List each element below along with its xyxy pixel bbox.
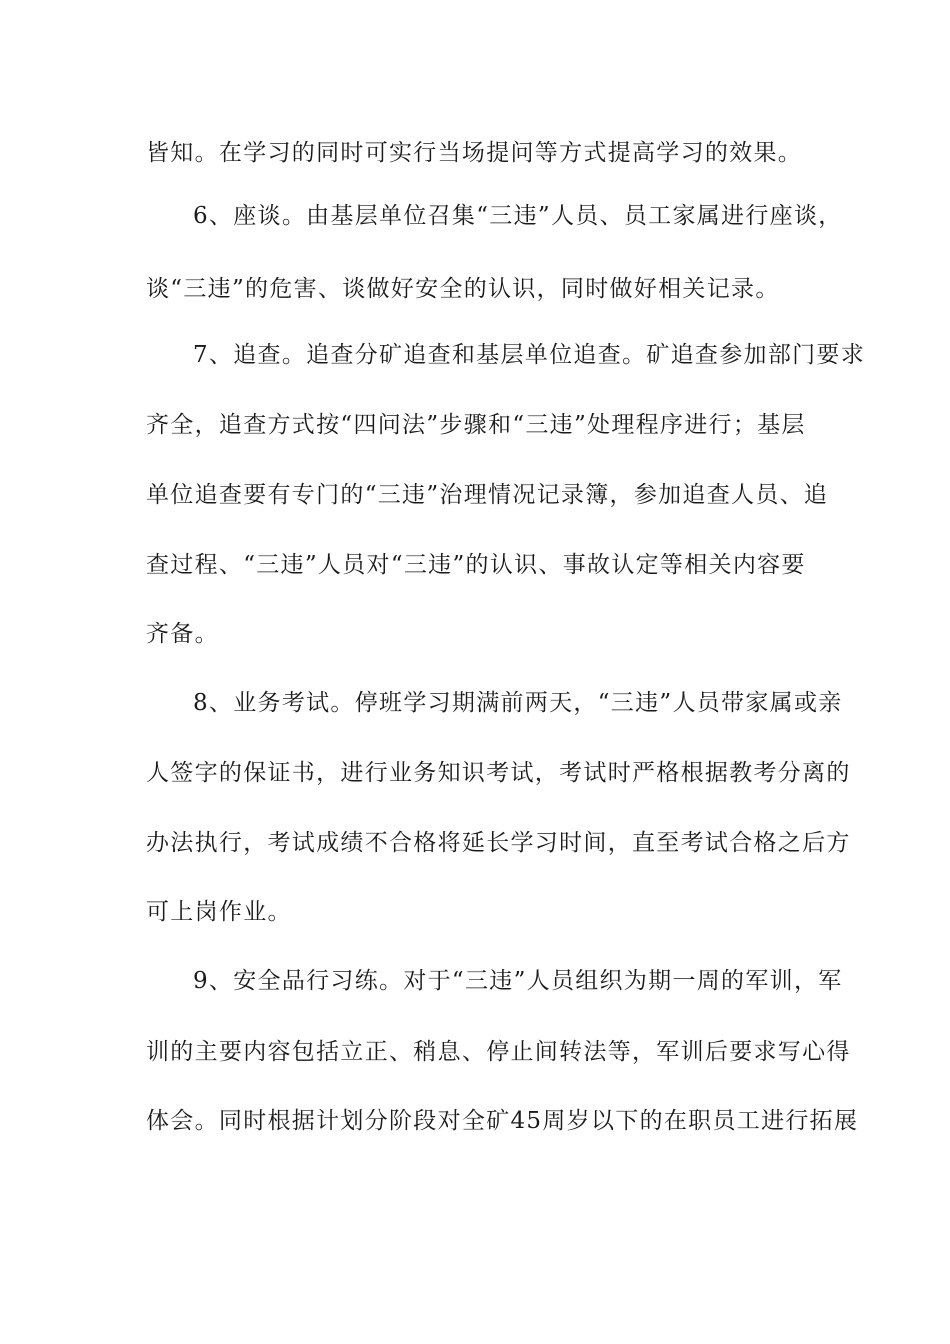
text-line: 齐全，追查方式按“四问法”步骤和“三违”处理程序进行；基层	[146, 412, 806, 438]
text-line: 齐备。	[146, 621, 219, 647]
text-line: 皆知。在学习的同时可实行当场提问等方式提高学习的效果。	[146, 140, 803, 166]
text-line: 单位追查要有专门的“三违”治理情况记录簿，参加追查人员、追	[146, 482, 829, 508]
text-line: 可上岗作业。	[146, 899, 292, 925]
text-line-paragraph-start: 6、座谈。由基层单位召集“三违”人员、员工家属进行座谈，	[193, 203, 843, 229]
text-line: 体会。同时根据计划分阶段对全矿45周岁以下的在职员工进行拓展	[146, 1108, 859, 1134]
text-line-paragraph-start: 7、追查。追查分矿追查和基层单位追查。矿追查参加部门要求	[193, 342, 866, 368]
text-line: 训的主要内容包括立正、稍息、停止间转法等，军训后要求写心得	[146, 1039, 851, 1065]
text-line: 查过程、“三违”人员对“三违”的认识、事故认定等相关内容要	[146, 552, 806, 578]
text-line-paragraph-start: 8、业务考试。停班学习期满前两天，“三违”人员带家属或亲	[193, 690, 843, 716]
text-line: 人签字的保证书，进行业务知识考试，考试时严格根据教考分离的	[146, 760, 851, 786]
text-line: 办法执行，考试成绩不合格将延长学习时间，直至考试合格之后方	[146, 830, 851, 856]
text-line-paragraph-start: 9、安全品行习练。对于“三违”人员组织为期一周的军训，军	[193, 968, 843, 994]
text-line: 谈“三违”的危害、谈做好安全的认识，同时做好相关记录。	[146, 276, 780, 302]
